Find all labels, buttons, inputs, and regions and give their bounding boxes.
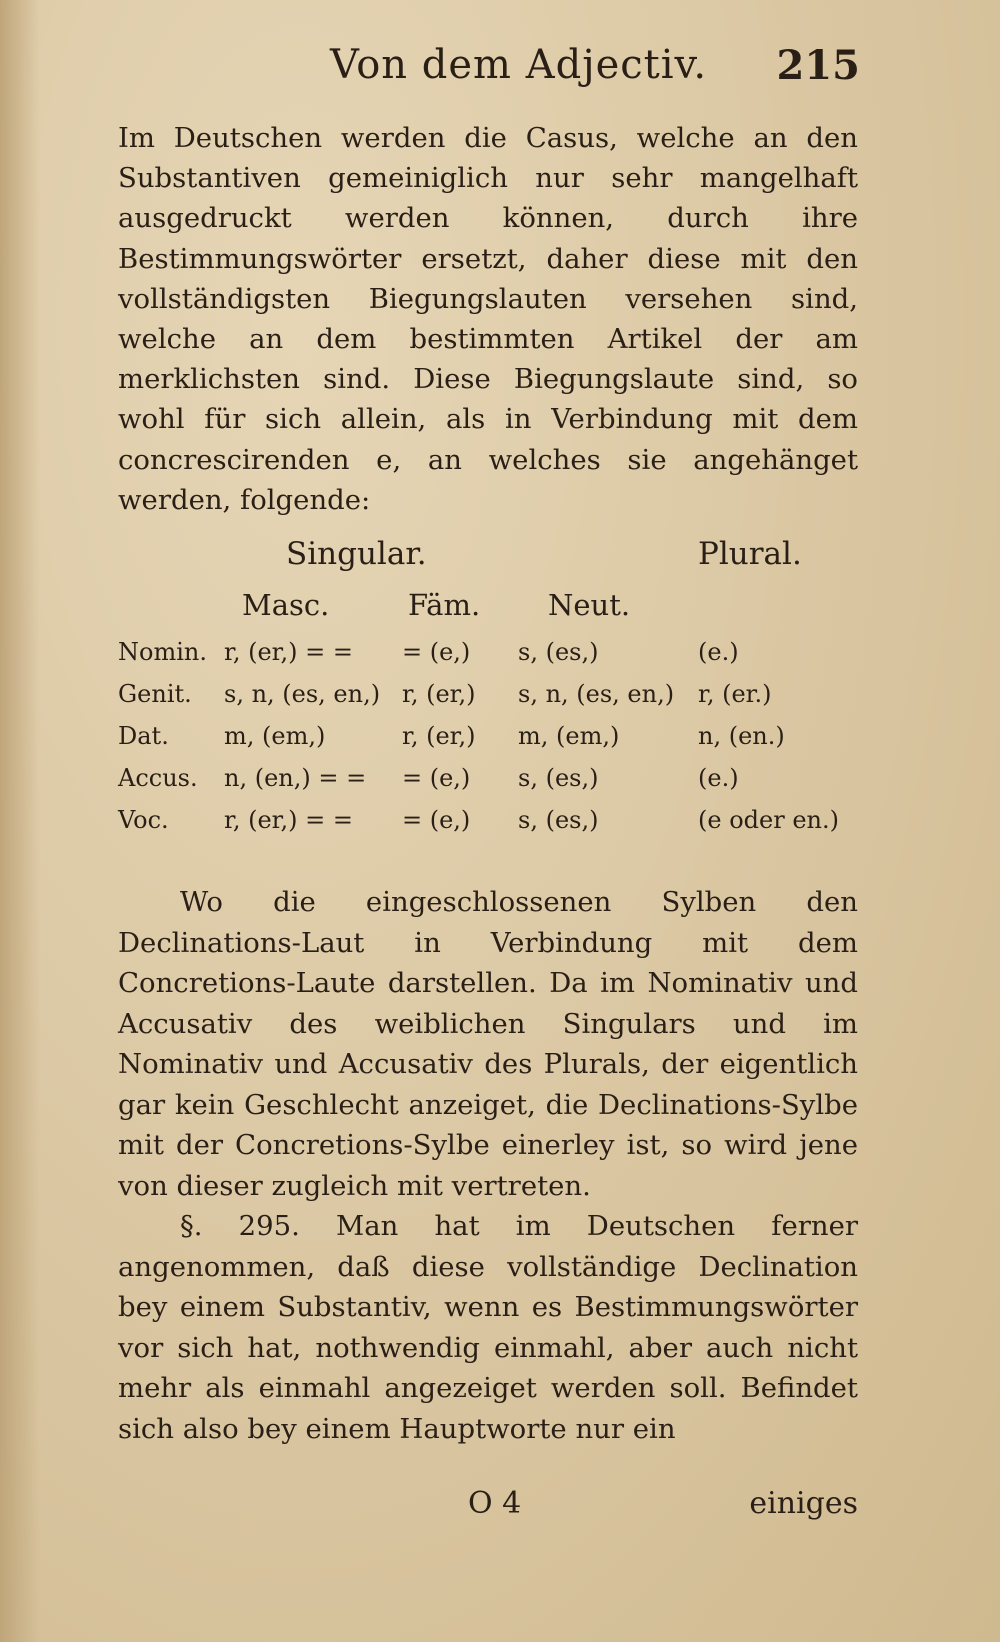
table-gender-header [118, 582, 858, 634]
table-row [118, 634, 858, 676]
table-group-header [118, 526, 858, 582]
header-fem: Fäm. [408, 588, 481, 622]
text-block-bottom [118, 882, 858, 1449]
case-label: Accus. [118, 764, 198, 792]
cell-plural: (e.) [698, 638, 739, 666]
signature-mark: O 4 [468, 1486, 522, 1521]
case-label: Dat. [118, 722, 169, 750]
cell-masc: r, (er,) = = [224, 638, 353, 666]
cell-neut: s, (es,) [518, 806, 599, 834]
cell-fem: r, (er,) [402, 722, 476, 750]
paragraph: Im Deutschen werden die Casus, welche an den Substantiven gemeiniglich nur sehr mangelhaft ausgedruckt werden können, durch ihre Bestimmungswörter ersetzt, daher diese mit den vollständigsten Biegungslauten versehen sind, welche an dem bestimmten Artikel der am merklichsten sind. Diese Biegungslaute sind, so wohl für sich allein, als in Verbindung mit dem concrescirenden e, an welches sie angehänget werden, folgende: [118, 122, 858, 516]
header-plural: Plural. [698, 536, 802, 572]
page-footer [118, 1486, 858, 1536]
paragraph: Wo die eingeschlossenen Sylben den Declinations-Laut in Verbindung mit dem Concretions-Laute darstellen. Da im Nominativ und Accusativ des weiblichen Singulars und im Nominativ und Accusativ des Plurals, der eigentlich gar kein Geschlecht anzeiget, die Declinations-Sylbe mit der Concretions-Sylbe einerley ist, so wird jene von dieser zugleich mit vertreten. [118, 886, 858, 1202]
page-edge-shadow [0, 0, 40, 1642]
cell-masc: r, (er,) = = [224, 806, 353, 834]
page-header [120, 42, 860, 102]
case-label: Nomin. [118, 638, 207, 666]
cell-plural: r, (er.) [698, 680, 772, 708]
cell-fem: = (e,) [402, 764, 471, 792]
cell-masc: m, (em,) [224, 722, 326, 750]
cell-plural: n, (en.) [698, 722, 785, 750]
cell-neut: s, n, (es, en,) [518, 680, 675, 708]
cell-plural: (e.) [698, 764, 739, 792]
header-neut: Neut. [548, 588, 631, 622]
table-row [118, 676, 858, 718]
cell-neut: m, (em,) [518, 722, 620, 750]
cell-fem: r, (er,) [402, 680, 476, 708]
paragraph-section-295: §. 295. Man hat im Deutschen ferner angenommen, daß diese vollständige Declination bey einem Substantiv, wenn es Bestimmungswörter vor sich hat, nothwendig einmahl, aber auch nicht mehr als einmahl angezeiget werden soll. Befindet sich also bey einem Hauptworte nur ein [118, 1210, 858, 1445]
cell-neut: s, (es,) [518, 638, 599, 666]
cell-fem: = (e,) [402, 638, 471, 666]
page-number: 215 [776, 42, 860, 89]
text-block-top [118, 118, 858, 520]
cell-fem: = (e,) [402, 806, 471, 834]
cell-plural: (e oder en.) [698, 806, 839, 834]
cell-masc: s, n, (es, en,) [224, 680, 381, 708]
cell-masc: n, (en,) = = [224, 764, 367, 792]
header-singular: Singular. [286, 536, 427, 572]
declension-table [118, 526, 858, 844]
header-masc: Masc. [242, 588, 330, 622]
cell-neut: s, (es,) [518, 764, 599, 792]
case-label: Voc. [118, 806, 169, 834]
table-row [118, 718, 858, 760]
case-label: Genit. [118, 680, 192, 708]
table-row [118, 802, 858, 844]
table-row [118, 760, 858, 802]
catchword: einiges [749, 1486, 858, 1521]
running-title: Von dem Adjectiv. [330, 42, 708, 88]
